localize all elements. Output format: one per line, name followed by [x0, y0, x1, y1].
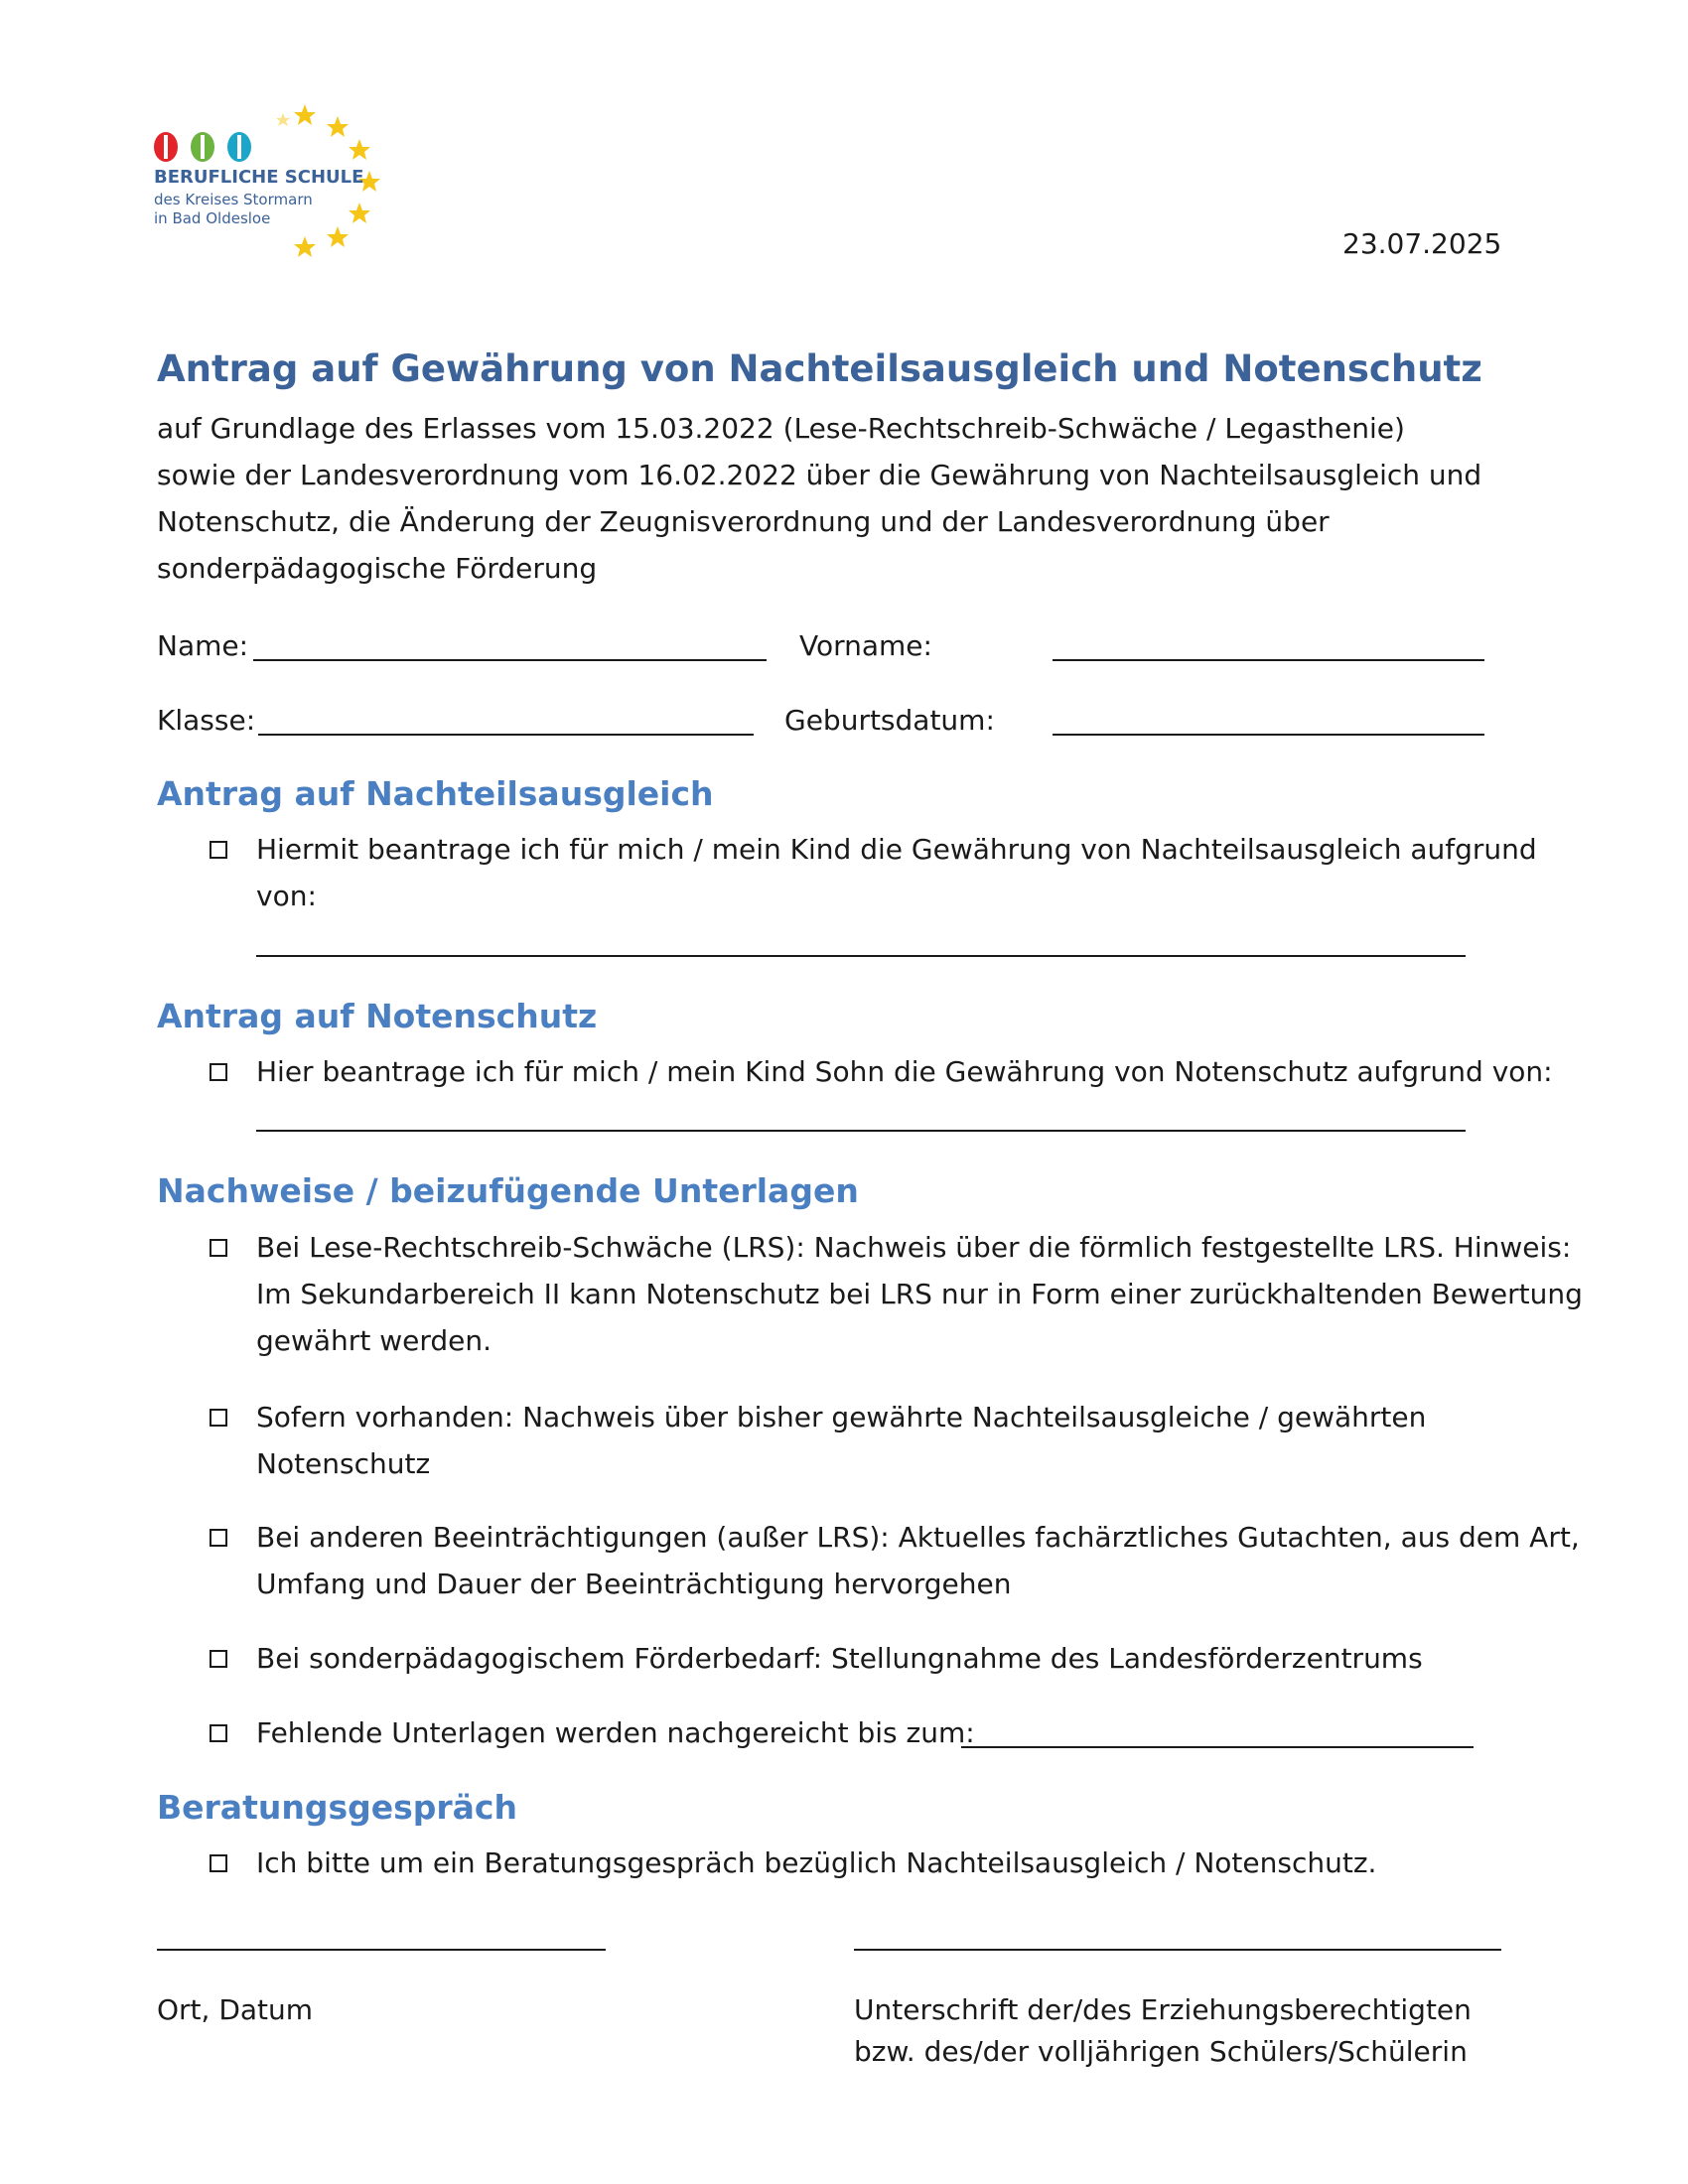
- checkbox-notenschutz[interactable]: [210, 1063, 227, 1081]
- nachteilsausgleich-text-1: Hiermit beantrage ich für mich / mein Kind die Gewährung von Nachteilsausgleich aufgrund: [256, 833, 1537, 866]
- nachweis-lrs-line-1: Bei Lese-Rechtschreib-Schwäche (LRS): Nachweis über die förmlich festgestellte LRS. Hinweis:: [256, 1231, 1572, 1264]
- section-heading-nachteilsausgleich: Antrag auf Nachteilsausgleich: [157, 774, 714, 813]
- section-heading-notenschutz: Antrag auf Notenschutz: [157, 997, 598, 1035]
- nachweis-bisher-line-2: Notenschutz: [256, 1447, 431, 1480]
- checkbox-nachweis-gutachten[interactable]: [210, 1529, 227, 1547]
- nachweis-foerderbedarf-text: Bei sonderpädagogischem Förderbedarf: Stellungnahme des Landesförderzentrums: [256, 1642, 1423, 1675]
- nachweis-lrs-line-3: gewährt werden.: [256, 1324, 492, 1357]
- nachgereicht-date-field[interactable]: [961, 1746, 1474, 1748]
- nachteilsausgleich-reason-field[interactable]: [256, 955, 1466, 957]
- checkbox-nachweis-nachgereicht[interactable]: [210, 1724, 227, 1742]
- section-heading-beratung: Beratungsgespräch: [157, 1788, 517, 1827]
- intro-line-2: sowie der Landesverordnung vom 16.02.2022 über die Gewährung von Nachteilsausgleich und: [157, 459, 1482, 491]
- intro-line-4: sonderpädagogische Förderung: [157, 552, 598, 585]
- vorname-label: Vorname:: [799, 629, 932, 662]
- nachweis-lrs-line-2: Im Sekundarbereich II kann Notenschutz bei LRS nur in Form einer zurückhaltenden Bewertung: [256, 1278, 1583, 1310]
- klasse-label: Klasse:: [157, 704, 256, 737]
- checkbox-nachweis-lrs[interactable]: [210, 1239, 227, 1257]
- ort-datum-field[interactable]: [157, 1949, 606, 1951]
- signature-label-2: bzw. des/der volljährigen Schülers/Schülerin: [854, 2035, 1468, 2068]
- intro-line-3: Notenschutz, die Änderung der Zeugnisverordnung und der Landesverordnung über: [157, 505, 1330, 538]
- checkbox-nachweis-foerderbedarf[interactable]: [210, 1650, 227, 1668]
- signature-field[interactable]: [854, 1949, 1501, 1951]
- document-date: 23.07.2025: [1342, 227, 1502, 260]
- ort-datum-label: Ort, Datum: [157, 1993, 314, 2026]
- notenschutz-reason-field[interactable]: [256, 1130, 1466, 1132]
- geburtsdatum-label: Geburtsdatum:: [784, 704, 995, 737]
- klasse-field[interactable]: [258, 734, 754, 736]
- logo-district: des Kreises Stormarn: [154, 191, 313, 208]
- checkbox-nachteilsausgleich[interactable]: [210, 841, 227, 859]
- nachweis-gutachten-line-1: Bei anderen Beeinträchtigungen (außer LRS): Aktuelles fachärztliches Gutachten, aus dem Art,: [256, 1521, 1580, 1554]
- nachteilsausgleich-text-2: von:: [256, 880, 317, 912]
- nachweis-bisher-line-1: Sofern vorhanden: Nachweis über bisher gewährte Nachteilsausgleiche / gewährten: [256, 1401, 1427, 1433]
- logo-school-name: BERUFLICHE SCHULE: [154, 167, 364, 188]
- logo-town: in Bad Oldesloe: [154, 209, 271, 227]
- vorname-field[interactable]: [1053, 659, 1484, 661]
- name-label: Name:: [157, 629, 249, 662]
- beratung-text: Ich bitte um ein Beratungsgespräch bezüglich Nachteilsausgleich / Notenschutz.: [256, 1846, 1377, 1879]
- name-field[interactable]: [253, 659, 767, 661]
- nachweis-gutachten-line-2: Umfang und Dauer der Beeinträchtigung hervorgehen: [256, 1568, 1012, 1600]
- school-logo: [149, 99, 387, 268]
- geburtsdatum-field[interactable]: [1053, 734, 1484, 736]
- checkbox-beratung[interactable]: [210, 1854, 227, 1872]
- checkbox-nachweis-bisher[interactable]: [210, 1409, 227, 1427]
- nachweis-nachgereicht-text: Fehlende Unterlagen werden nachgereicht bis zum:: [256, 1716, 975, 1749]
- document-title: Antrag auf Gewährung von Nachteilsausgleich und Notenschutz: [157, 347, 1482, 390]
- signature-label-1: Unterschrift der/des Erziehungsberechtigten: [854, 1993, 1472, 2026]
- intro-line-1: auf Grundlage des Erlasses vom 15.03.2022 (Lese-Rechtschreib-Schwäche / Legasthenie): [157, 412, 1405, 445]
- section-heading-nachweise: Nachweise / beizufügende Unterlagen: [157, 1171, 859, 1210]
- notenschutz-text: Hier beantrage ich für mich / mein Kind Sohn die Gewährung von Notenschutz aufgrund von:: [256, 1055, 1553, 1088]
